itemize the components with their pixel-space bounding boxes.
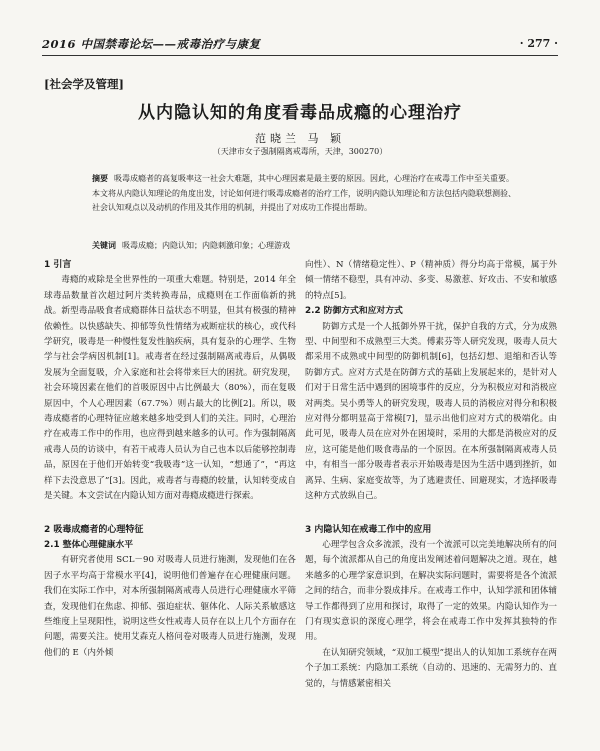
subheading-mental-health: 2.1 整体心理健康水平 [44,539,134,550]
heading-psych-features: 2 吸毒成瘾者的心理特征 [44,524,144,535]
heading-introduction: 1 引言 [44,260,72,270]
running-head [42,36,558,52]
keywords-text: 吸毒成瘾；内隐认知；内隐刺激印象；心理游戏 [122,241,290,250]
journal-name: 2016 中国禁毒论坛——戒毒治疗与康复 [42,37,261,51]
article-authors: 范晓兰 马 颖 [255,132,345,145]
page-number: · 277 · [519,37,558,50]
keywords [92,240,517,251]
paragraph: 在认知研究领域，“双加工模型”提出人的认知加工系统存在两个子加工系统：内隐加工系统（自动的、迅速的、无需努力的、直觉的，与情感紧密相关 [305,647,557,689]
keywords-label: 关键词 [92,241,116,250]
right-column [305,258,557,692]
left-column [44,258,296,661]
header-divider [42,55,558,56]
subheading-defense-coping: 2.2 防御方式和应对方式 [305,306,403,317]
abstract [92,172,517,216]
heading-implicit-cognition: 3 内隐认知在戒毒工作中的应用 [305,524,432,535]
paragraph: 防御方式是一个人抵御外界干扰，保护自我的方式，分为成熟型、中间型和不成熟型三大类。傅素芬等人研究发现，吸毒人员大都采用不成熟或中间型的防御机制[6]，包括幻想、退缩和否认等防御方式。应对方式是在防御方式的基础上发展起来的，是针对人们对于日常生活中遇到的困境事件的反应，分为积极应对和消极应对两类。吴小勇等人的研究发现，吸毒人员的消极应对得分和积极应对得分都明显高于常模[7]，显示出他们应对方式的极端化。由此可见，吸毒人员在应对外在困境时，采用的大都是消极应对的反应，这可能是他们吸食毒品的一个原因。在本所强制隔离戒毒人员中，有相当一部分吸毒者表示开始吸毒是因为生活中遇到挫折，如离异、生病、家庭变故等，为了逃避责任、回避现实，才选择吸毒这种方式放纵自己。 [305,321,557,502]
abstract-text: 吸毒成瘾者的高复吸率这一社会大难题，其中心理因素是最主要的原因。因此，心理治疗在戒毒工作中至关重要。本文将从内隐认知理论的角度出发，讨论如何进行吸毒成瘾者的治疗工作，说明内隐认知理论和方法包括内隐联想测验、社会认知观点以及动机的作用及其作用的机制，并提出了对成功工作提出帮助。 [92,174,516,212]
section-tag: [社会学及管理] [44,77,124,91]
paragraph: 毒瘾的戒除是全世界性的一项重大难题。特别是，2014 年全球毒品数量首次超过阿片类转换毒品，成瘾则在工作面临新的挑战。新型毒品吸食者成瘾群体日益状态不明显，但其有极强的精神依赖性。以快感缺失、抑郁等负性情绪为戒断症状的核心，或代科学研究，吸毒是一种慢性复发性脑疾病，具有复杂的心理学、生物学与社会学病因机制[1]。戒毒者在经过强制隔离戒毒后，从偶吸发展为全面复吸，介入家庭和社会将带来巨大的困扰。研究发现，社会环境因素在他们的首吸原因中占比例最大（80%），而在复吸原因中，个人心理因素（67.7%）则占最大的比例[2]。所以，吸毒成瘾者的心理特征应越来越多地受到人们的关注。同时，心理治疗在戒毒工作中的作用，也应得到越来越多的认可。作为强制隔离戒毒人员的访谈中，有若干戒毒人员认为自己也本以后能够控制毒品，原因在于他们开始转变“我吸毒”这一认知，“想通了”，“再这样下去没意思了”[3]。因此，戒毒者与毒瘾的较量，认知转变成自是关键。本文尝试在内隐认知方面对毒瘾成瘾进行探索。 [44,275,296,502]
author-affiliation: （天津市女子强制隔离戒毒所，天津，300270） [212,147,388,156]
paragraph: 心理学包含众多流派，没有一个流派可以完美地解决所有的问题，每个流派都从自己的角度出发阐述着问题解决之道。现在，越来越多的心理学家意识到，在解决实际问题时，需要将是各个流派之间的结合，而非分裂成排斥。在戒毒工作中，认知学派和团体辅导工作都得到了应用和探讨，取得了一定的效果。内隐认知作为一门有现实意识的深度心理学，将会在戒毒工作中发挥其独特的作用。 [305,539,557,643]
abstract-label: 摘要 [92,174,108,183]
paragraph: 向性）、N（情绪稳定性）、P（精神质）得分均高于常模，属于外倾一情绪不稳型，具有冲动、多变、易激惹、好攻击、不安和敏感的特点[5]。 [305,260,557,301]
article-title: 从内隐认知的角度看毒品成瘾的心理治疗 [138,103,462,123]
paragraph: 有研究者使用 SCL－90 对吸毒人员进行施测，发现他们在各因子水平均高于常模水平[4]，说明他们普遍存在心理健康问题。我们在实际工作中，对本所强制隔离戒毒人员进行心理健康水平筛查，发现他们在焦虑、抑郁、强迫症状、躯体化、人际关系敏感这些维度上呈现阳性，说明这些女性戒毒人员存在以上几个方面存在问题，需要关注。使用艾森克人格问卷对吸毒人员进行施测，发现他们的 E（内外倾 [44,555,296,658]
